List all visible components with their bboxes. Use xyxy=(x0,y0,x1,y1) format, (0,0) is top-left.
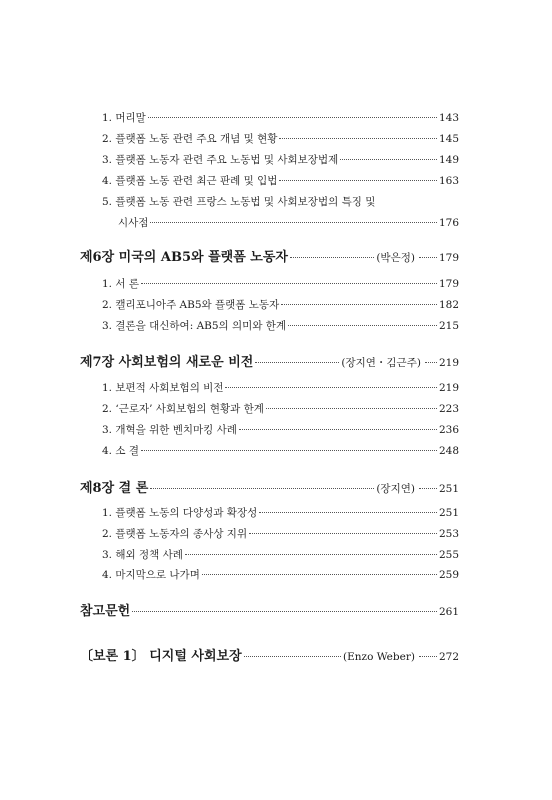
toc-entry xyxy=(102,401,459,417)
dot-leader xyxy=(150,222,437,223)
toc-entry-label: 3. 개혁을 위한 벤치마킹 사례 xyxy=(102,424,237,436)
toc-entry xyxy=(102,505,459,521)
dot-leader xyxy=(259,512,437,513)
dot-leader xyxy=(185,554,437,555)
toc-entry xyxy=(102,547,459,563)
toc-page-number: 223 xyxy=(438,403,459,415)
toc-entry xyxy=(102,194,459,210)
toc-entry-label: 3. 해외 정책 사례 xyxy=(102,549,183,561)
dot-leader xyxy=(419,488,437,489)
dot-leader xyxy=(132,611,437,612)
dot-leader xyxy=(244,656,341,657)
toc-entry-label: 1. 머리말 xyxy=(102,112,146,124)
chapter-author: (장지연・김근주) xyxy=(341,357,421,369)
chapter-title: 제8장 결 론 xyxy=(80,481,149,496)
dot-leader xyxy=(279,138,437,139)
toc-entry-label: 1. 서 론 xyxy=(102,278,139,290)
toc-page-number: 259 xyxy=(438,569,459,581)
toc-page-number: 149 xyxy=(438,154,459,166)
toc-entry-label: 1. 플랫폼 노동의 다양성과 확장성 xyxy=(102,507,258,519)
chapter-author: (장지연) xyxy=(376,483,415,495)
dot-leader xyxy=(141,283,437,284)
toc-page-number: 182 xyxy=(438,299,459,311)
chapter-author: (박은정) xyxy=(376,252,415,264)
toc-entry-label: 4. 마지막으로 나가며 xyxy=(102,569,200,581)
toc-entry-label: 1. 보편적 사회보험의 비전 xyxy=(102,382,224,394)
toc-page-number: 251 xyxy=(438,483,459,495)
toc-page-number: 179 xyxy=(438,252,459,264)
toc-entry-label: 2. 플랫폼 노동자의 종사상 지위 xyxy=(102,528,248,540)
dot-leader xyxy=(202,574,437,575)
toc-entry xyxy=(102,318,459,334)
dot-leader xyxy=(255,362,339,363)
chapter-title: 〔보론 1〕 디지털 사회보장 xyxy=(80,649,242,664)
toc-page-number: 272 xyxy=(438,651,459,663)
dot-leader xyxy=(239,429,437,430)
dot-leader xyxy=(279,180,437,181)
toc-entry xyxy=(102,131,459,147)
toc-references xyxy=(80,603,459,621)
dot-leader xyxy=(141,450,437,451)
dot-leader xyxy=(340,159,437,160)
chapter-title: 제7장 사회보험의 새로운 비전 xyxy=(80,355,254,370)
dot-leader xyxy=(148,117,437,118)
toc-entry xyxy=(118,215,459,231)
toc-entry xyxy=(102,567,459,583)
toc-entry-label: 3. 플랫폼 노동자 관련 주요 노동법 및 사회보장법제 xyxy=(102,154,339,166)
toc-entry-label: 4. 플랫폼 노동 관련 최근 판례 및 입법 xyxy=(102,175,278,187)
toc-chapter-6 xyxy=(80,249,459,267)
toc-page-number: 219 xyxy=(438,382,459,394)
toc-page-number: 176 xyxy=(438,217,459,229)
chapter-title: 참고문헌 xyxy=(80,604,131,619)
toc-entry-label: 3. 결론을 대신하여: AB5의 의미와 한계 xyxy=(102,320,287,332)
toc-entry-label: 2. 플랫폼 노동 관련 주요 개념 및 현황 xyxy=(102,133,278,145)
dot-leader xyxy=(150,488,374,489)
dot-leader xyxy=(225,387,436,388)
toc-page-number: 143 xyxy=(438,112,459,124)
toc-entry xyxy=(102,380,459,396)
dot-leader xyxy=(419,656,437,657)
dot-leader xyxy=(419,257,437,258)
toc-entry-label: 2. ‘근로자’ 사회보험의 현황과 한계 xyxy=(102,403,264,415)
toc-entry xyxy=(102,152,459,168)
toc-page-number: 255 xyxy=(438,549,459,561)
toc-page-number: 145 xyxy=(438,133,459,145)
toc-appendix xyxy=(80,648,459,666)
dot-leader xyxy=(425,362,437,363)
toc-page-number: 236 xyxy=(438,424,459,436)
toc-entry xyxy=(102,443,459,459)
toc-entry xyxy=(102,110,459,126)
toc-page-number: 261 xyxy=(438,606,459,618)
toc-chapter-7 xyxy=(80,354,459,372)
dot-leader xyxy=(288,325,437,326)
toc-entry-label: 5. 플랫폼 노동 관련 프랑스 노동법 및 사회보장법의 특징 및 xyxy=(102,196,376,208)
toc-chapter-8 xyxy=(80,480,459,498)
chapter-title: 제6장 미국의 AB5와 플랫폼 노동자 xyxy=(80,250,288,265)
dot-leader xyxy=(290,257,374,258)
dot-leader xyxy=(281,304,437,305)
toc-page-number: 215 xyxy=(438,320,459,332)
toc-page-number: 179 xyxy=(438,278,459,290)
toc-page-number: 253 xyxy=(438,528,459,540)
dot-leader xyxy=(266,408,437,409)
toc-page-number: 163 xyxy=(438,175,459,187)
toc-page-number: 248 xyxy=(438,445,459,457)
toc-entry-label: 4. 소 결 xyxy=(102,445,139,457)
toc-page-number: 219 xyxy=(438,357,459,369)
toc-page-number: 251 xyxy=(438,507,459,519)
toc-entry xyxy=(102,422,459,438)
chapter-author: (Enzo Weber) xyxy=(343,651,415,663)
toc-entry-label: 2. 캘리포니아주 AB5와 플랫폼 노동자 xyxy=(102,299,280,311)
toc-entry xyxy=(102,276,459,292)
toc-entry xyxy=(102,297,459,313)
toc-entry-label: 시사점 xyxy=(118,217,149,229)
dot-leader xyxy=(249,533,437,534)
toc-entry xyxy=(102,173,459,189)
toc-entry xyxy=(102,526,459,542)
